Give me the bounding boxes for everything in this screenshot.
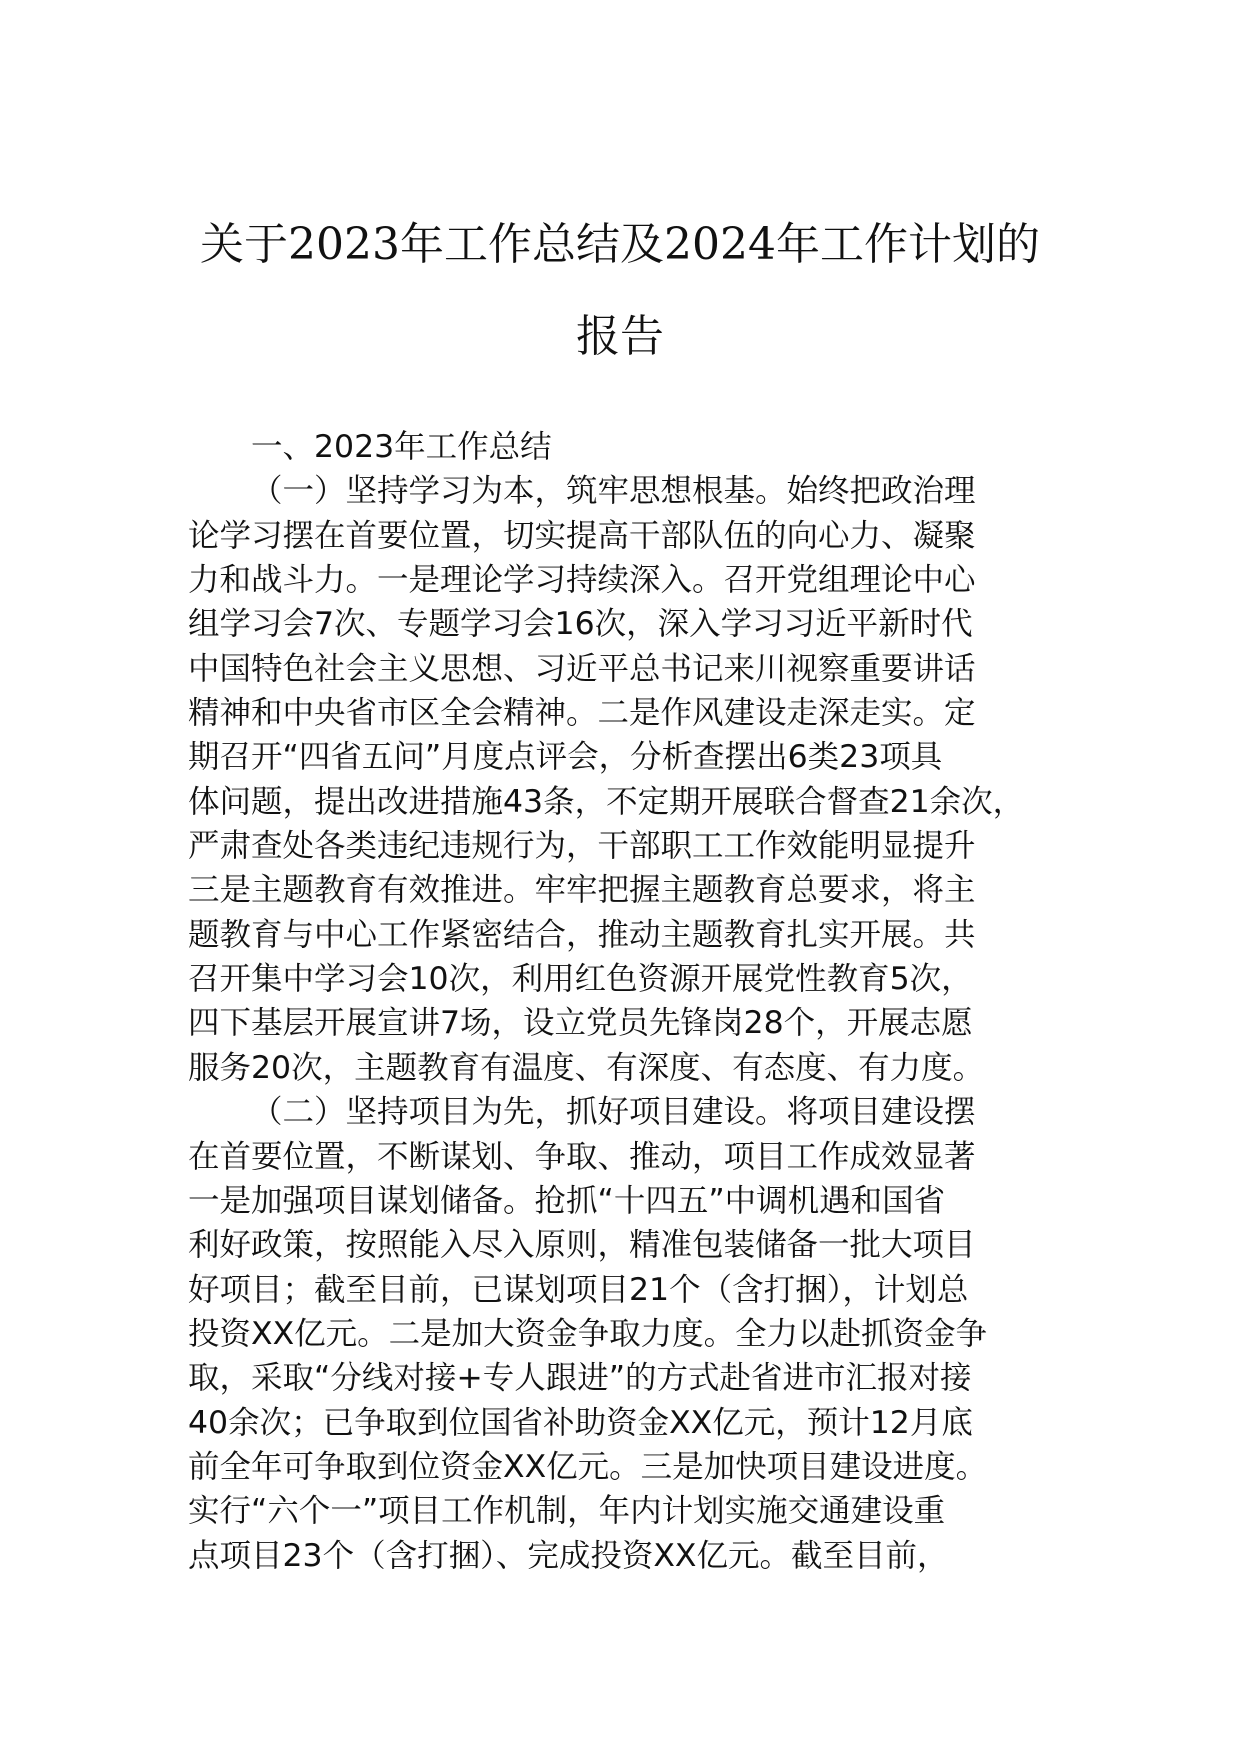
paragraph-line: 点项目23个（含打捆）、完成投资XX亿元。截至目前，: [188, 1537, 949, 1574]
paragraph-line: 力和战斗力。一是理论学习持续深入。召开党组理论中心: [188, 562, 976, 599]
paragraph-line: 组学习会7次、专题学习会16次，深入学习习近平新时代: [188, 606, 973, 643]
paragraph-line: （一）坚持学习为本，筑牢思想根基。始终把政治理: [251, 473, 976, 510]
document-body: [188, 425, 1078, 1578]
paragraph-line: 四下基层开展宣讲7场，设立党员先锋岗28个，开展志愿: [188, 1005, 973, 1042]
paragraph-line: 40余次；已争取到位国省补助资金XX亿元，预计12月底: [188, 1404, 973, 1441]
paragraph-line: 取，采取“分线对接+专人跟进”的方式赴省进市汇报对接: [188, 1360, 972, 1397]
section-heading: 一、2023年工作总结: [251, 429, 552, 465]
paragraph-line: 一是加强项目谋划储备。抢抓“十四五”中调机遇和国省: [188, 1182, 946, 1219]
paragraph-line: 在首要位置，不断谋划、争取、推动，项目工作成效显著: [188, 1138, 976, 1175]
paragraph-line: （二）坚持项目为先，抓好项目建设。将项目建设摆: [251, 1094, 976, 1131]
paragraph-line: 三是主题教育有效推进。牢牢把握主题教育总要求，将主: [188, 872, 976, 909]
document-title-line-1: 关于2023年工作总结及2024年工作计划的: [200, 219, 1040, 270]
paragraph-line: 题教育与中心工作紧密结合，推动主题教育扎实开展。共: [188, 916, 976, 953]
paragraph-line: 严肃查处各类违纪违规行为，干部职工工作效能明显提升: [188, 828, 976, 865]
paragraph-line: 召开集中学习会10次，利用红色资源开展党性教育5次，: [188, 961, 973, 998]
paragraph-line: 体问题，提出改进措施43条，不定期开展联合督查21余次，: [188, 783, 1025, 820]
paragraph-line: 前全年可争取到位资金XX亿元。三是加快项目建设进度。: [188, 1448, 988, 1485]
paragraph-line: 投资XX亿元。二是加大资金争取力度。全力以赴抓资金争: [188, 1315, 988, 1352]
document-title-line-2: 报告: [576, 311, 664, 362]
paragraph-line: 好项目；截至目前，已谋划项目21个（含打捆），计划总: [188, 1271, 969, 1308]
paragraph-line: 中国特色社会主义思想、习近平总书记来川视察重要讲话: [188, 650, 976, 687]
paragraph-line: 精神和中央省市区全会精神。二是作风建设走深走实。定: [188, 695, 976, 732]
paragraph-line: 期召开“四省五问”月度点评会，分析查摆出6类23项具: [188, 739, 943, 776]
paragraph-line: 利好政策，按照能入尽入原则，精准包装储备一批大项目: [188, 1227, 976, 1264]
paragraph-line: 实行“六个一”项目工作机制，年内计划实施交通建设重: [188, 1493, 946, 1530]
paragraph-line: 服务20次，主题教育有温度、有深度、有态度、有力度。: [188, 1049, 985, 1086]
paragraph-line: 论学习摆在首要位置，切实提高干部队伍的向心力、凝聚: [188, 517, 976, 554]
